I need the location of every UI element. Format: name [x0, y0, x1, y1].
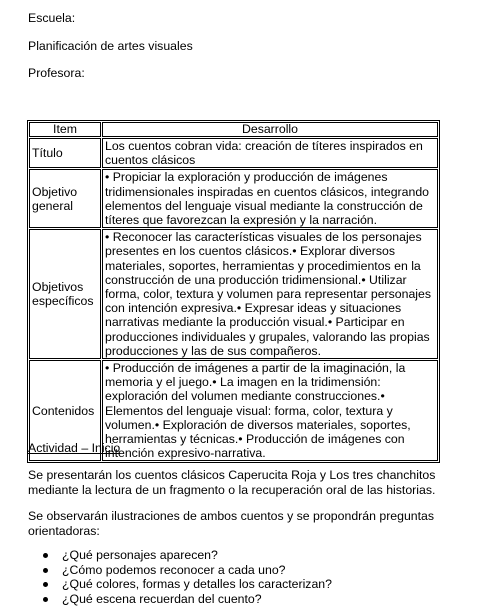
- activity-paragraph-2: Se observarán ilustraciones de ambos cuentos y se propondrán preguntas orientadoras:: [28, 509, 435, 538]
- bullet-icon: [43, 597, 48, 602]
- list-item: [40, 548, 332, 563]
- questions-list: [40, 548, 332, 606]
- row-desarrollo-cell: • Producción de imágenes a partir de la imaginación, la memoria y el juego.• La imagen en la tridimensión: exploración del volumen mediante construcciones.• Elementos del lenguaje visual: forma, color, textura y volumen.• Exploración de diversos materiales, soportes, herramientas y técnicas.• Producción de imágenes con intención expresivo-narrativa.: [102, 360, 438, 461]
- row-item-cell: Título: [29, 138, 101, 168]
- table-header-row: [29, 122, 438, 137]
- question-text: ¿Qué personajes aparecen?: [62, 548, 218, 562]
- teacher-label: Profesora:: [28, 66, 85, 80]
- bullet-icon: [43, 568, 48, 573]
- row-item-cell: Objetivo general: [29, 169, 101, 228]
- document-title: Planificación de artes visuales: [28, 39, 193, 53]
- bullet-icon: [43, 582, 48, 587]
- bullet-icon: [43, 553, 48, 558]
- list-item: [40, 592, 332, 607]
- activity-title: Actividad – Inicio: [28, 441, 121, 455]
- row-item-cell: Objetivos específicos: [29, 229, 101, 359]
- question-text: ¿Qué escena recuerdan del cuento?: [62, 591, 262, 606]
- table-row: [29, 138, 438, 168]
- list-item: [40, 563, 332, 578]
- column-header-desarrollo: Desarrollo: [102, 122, 438, 137]
- row-desarrollo-cell: Los cuentos cobran vida: creación de títeres inspirados en cuentos clásicos: [102, 138, 438, 168]
- column-header-item: Item: [29, 122, 101, 137]
- row-desarrollo-cell: • Propiciar la exploración y producción de imágenes tridimensionales inspiradas en cuentos clásicos, integrando elementos del lenguaje visual mediante la construcción de títeres que favorezcan la expresión y la narración.: [102, 169, 438, 228]
- question-text: ¿Cómo podemos reconocer a cada uno?: [62, 562, 286, 577]
- question-text: ¿Qué colores, formas y detalles los caracterizan?: [62, 577, 332, 591]
- table-row: [29, 229, 438, 359]
- row-desarrollo-cell: • Reconocer las características visuales de los personajes presentes en los cuentos clásicos.• Explorar diversos materiales, soportes, herramientas y procedimientos en la construcción de una producción tridimensional.• Utilizar forma, color, textura y volumen para representar personajes con intención expresiva.• Expresar ideas y situaciones narrativas mediante la producción visual.• Participar en producciones individuales y grupales, valorando las propias producciones y las de sus compañeros.: [102, 229, 438, 359]
- row-item-cell: Contenidos: [29, 360, 101, 461]
- school-label: Escuela:: [28, 11, 76, 25]
- planning-table: [27, 120, 440, 463]
- activity-paragraph-1: Se presentarán los cuentos clásicos Caperucita Roja y Los tres chanchitos mediante la lectura de un fragmento o la recuperación oral de las historias.: [28, 468, 436, 497]
- list-item: [40, 577, 332, 592]
- table-row: [29, 169, 438, 228]
